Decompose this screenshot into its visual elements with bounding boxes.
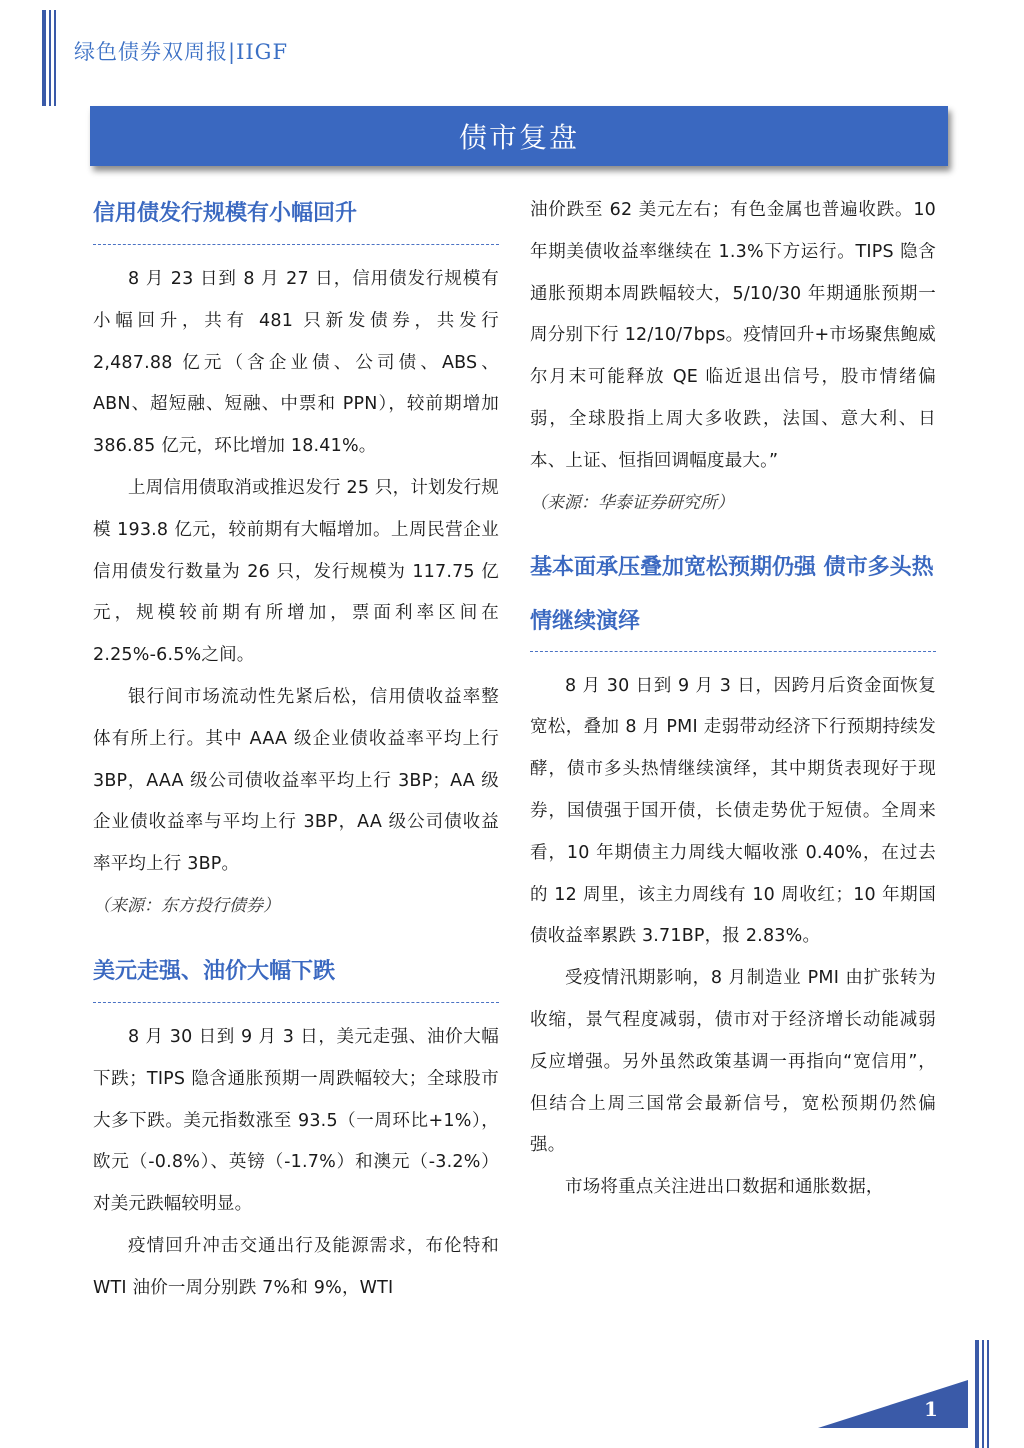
report-title: 绿色债券双周报|IIGF [74, 40, 289, 64]
page-number: 1 [924, 1397, 938, 1421]
paragraph: 上周信用债取消或推迟发行 25 只，计划发行规模 193.8 亿元，较前期有大幅增加。上周民营企业信用债发行数量为 26 只，发行规模为 117.75 亿元，规模较前期有所增加，票面利率区间在 2.25%-6.5%之间。 [93, 477, 499, 666]
paragraph: 8 月 23 日到 8 月 27 日，信用债发行规模有小幅回升，共有 481 只新发债券，共发行 2,487.88 亿元（含企业债、公司债、ABS、ABN、超短融、短融、中票和 PPN），较前期增加 386.85 亿元，环比增加 18.41%。 [93, 269, 499, 457]
section-banner [90, 106, 948, 166]
section-heading-bond-market: 基本面承压叠加宽松预期仍强 债市多头热情继续演绎 [530, 554, 934, 634]
source-note: （来源：华泰证券研究所） [530, 492, 734, 513]
paragraph: 受疫情汛期影响，8 月制造业 PMI 由扩张转为收缩，景气程度减弱，债市对于经济增长动能减弱反应增强。另外虽然政策基调一再指向“宽信用”，但结合上周三国常会最新信号，宽松预期仍然偏强。 [530, 968, 936, 1156]
dashed-divider [530, 651, 936, 652]
paragraph: 银行间市场流动性先紧后松，信用债收益率整体有所上行。其中 AAA 级企业债收益率平均上行 3BP，AAA 级公司债收益率平均上行 3BP；AA 级企业债收益率与平均上行 3BP，AA 级公司债收益率平均上行 3BP。 [93, 686, 499, 875]
section-banner-title: 债市复盘 [458, 121, 579, 154]
dashed-divider [93, 244, 499, 245]
source-note: （来源：东方投行债券） [93, 895, 280, 916]
section-heading-usd-oil: 美元走强、油价大幅下跌 [93, 958, 336, 984]
dashed-divider [93, 1002, 499, 1003]
left-column [93, 186, 499, 1310]
footer-decor-lines [975, 1340, 989, 1448]
paragraph: 8 月 30 日到 9 月 3 日，美元走强、油价大幅下跌；TIPS 隐含通胀预期一周跌幅较大；全球股市大多下跌。美元指数涨至 93.5（一周环比+1%），欧元（-0.8%）、英镑（-1.7%）和澳元（-3.2%）对美元跌幅较明显。 [93, 1026, 499, 1215]
paragraph: 疫情回升冲击交通出行及能源需求，布伦特和 WTI 油价一周分别跌 7%和 9%，WTI [93, 1235, 499, 1298]
footer-triangle [818, 1380, 968, 1428]
paragraph-continued: 油价跌至 62 美元左右；有色金属也普遍收跌。10 年期美债收益率继续在 1.3%下方运行。TIPS 隐含通胀预期本周跌幅较大，5/10/30 年期通胀预期一周分别下行 12/10/7bps。疫情回升+市场聚焦鲍威尔月末可能释放 QE 临近退出信号，股市情绪偏弱，全球股指上周大多收跌，法国、意大利、日本、上证、恒指回调幅度最大。” [530, 200, 936, 471]
header-decor-lines [42, 10, 56, 106]
section-heading-credit-bonds: 信用债发行规模有小幅回升 [93, 201, 358, 226]
right-column [530, 190, 936, 1209]
paragraph: 市场将重点关注进出口数据和通胀数据， [565, 1177, 884, 1198]
paragraph: 8 月 30 日到 9 月 3 日，因跨月后资金面恢复宽松，叠加 8 月 PMI 走弱带动经济下行预期持续发酵，债市多头热情继续演绎，其中期货表现好于现券，国债强于国开债，长债走势优于短债。全周来看，10 年期债主力周线大幅收涨 0.40%，在过去的 12 周里，该主力周线有 10 周收红；10 年期国债收益率累跌 3.71BP，报 2.83%。 [530, 675, 936, 947]
